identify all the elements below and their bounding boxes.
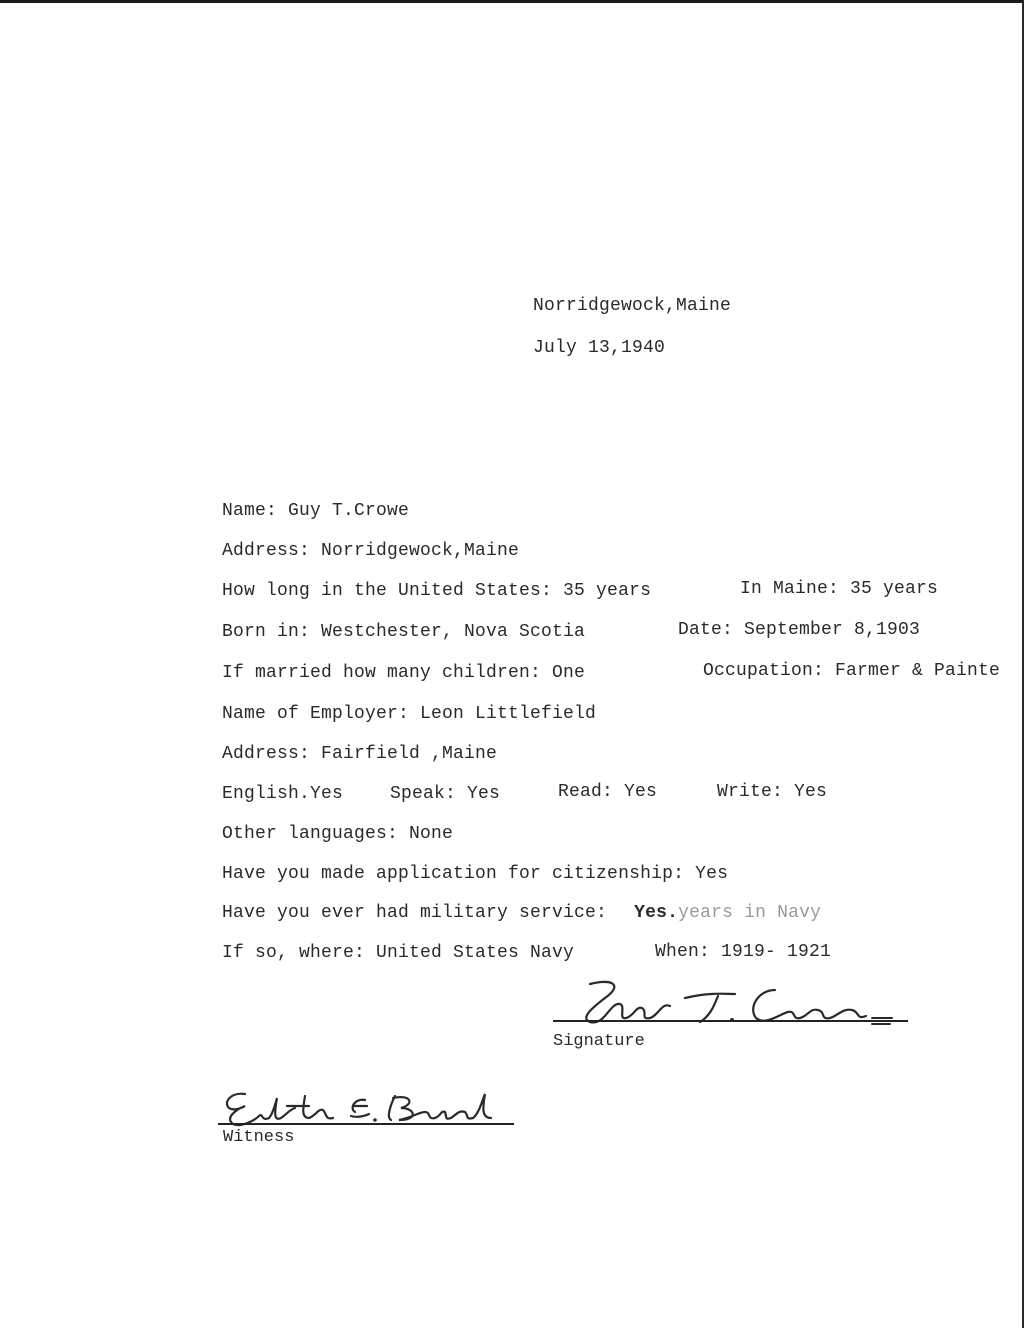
field-born-in: Born in: Westchester, Nova Scotia bbox=[222, 622, 586, 642]
field-birth-date: Date: September 8,1903 bbox=[678, 620, 921, 640]
field-military-faint: years in Navy bbox=[678, 903, 822, 923]
field-when: When: 1919- 1921 bbox=[655, 942, 832, 962]
field-where: If so, where: United States Navy bbox=[222, 943, 575, 963]
signature-line bbox=[553, 1020, 908, 1022]
field-name: Name: Guy T.Crowe bbox=[222, 501, 410, 521]
field-speak: Speak: Yes bbox=[390, 784, 501, 804]
field-employer: Name of Employer: Leon Littlefield bbox=[222, 704, 597, 724]
field-address: Address: Norridgewock,Maine bbox=[222, 541, 520, 561]
field-military-service bbox=[222, 902, 821, 924]
witness-line bbox=[218, 1123, 514, 1125]
field-military-answer: Yes. bbox=[634, 903, 679, 923]
field-occupation: Occupation: Farmer & Painte bbox=[703, 661, 1001, 681]
field-read: Read: Yes bbox=[558, 782, 658, 802]
field-children: If married how many children: One bbox=[222, 663, 586, 683]
scan-top-border bbox=[0, 0, 1024, 3]
signature-label: Signature bbox=[553, 1032, 645, 1051]
field-write: Write: Yes bbox=[717, 782, 828, 802]
field-in-maine: In Maine: 35 years bbox=[740, 579, 939, 599]
witness-label: Witness bbox=[223, 1128, 295, 1147]
header-date: July 13,1940 bbox=[533, 338, 666, 358]
field-citizenship: Have you made application for citizenship: Yes bbox=[222, 864, 729, 884]
header-place: Norridgewock,Maine bbox=[533, 296, 732, 316]
field-how-long-us: How long in the United States: 35 years bbox=[222, 581, 652, 601]
field-english: English.Yes bbox=[222, 784, 344, 804]
field-employer-address: Address: Fairfield ,Maine bbox=[222, 744, 498, 764]
field-military-prefix: Have you ever had military service: bbox=[222, 903, 608, 923]
field-other-languages: Other languages: None bbox=[222, 824, 454, 844]
applicant-signature-image bbox=[560, 972, 900, 1032]
